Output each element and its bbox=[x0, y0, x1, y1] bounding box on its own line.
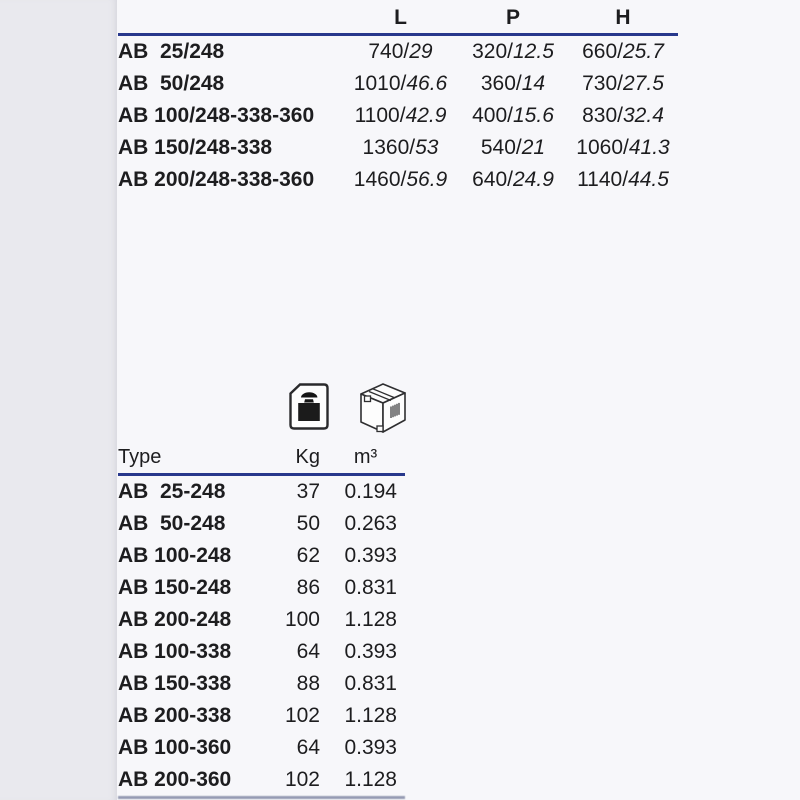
dimension-value-cell: 830/32.4 bbox=[582, 104, 664, 127]
volume-cell: 0.831 bbox=[344, 672, 397, 695]
dimensions-table-grid bbox=[118, 3, 678, 196]
kg-cell: 64 bbox=[296, 736, 320, 759]
model-cell: AB 50/248 bbox=[118, 72, 225, 95]
kg-cell: 37 bbox=[296, 480, 320, 503]
type-cell: AB 150-338 bbox=[118, 672, 232, 695]
packing-table-body bbox=[118, 475, 405, 797]
kg-cell: 86 bbox=[296, 576, 320, 599]
dimension-value-cell: 640/24.9 bbox=[472, 168, 554, 191]
weight-icon bbox=[289, 383, 329, 430]
table-row bbox=[118, 35, 678, 69]
kg-cell: 88 bbox=[296, 672, 320, 695]
table-row bbox=[118, 700, 405, 732]
page-gutter-band bbox=[0, 0, 117, 800]
col-header-L: L bbox=[394, 6, 407, 29]
packing-header-row bbox=[118, 441, 405, 475]
packing-table-grid bbox=[118, 441, 405, 796]
kg-cell: 102 bbox=[284, 704, 320, 727]
dimension-value-cell: 360/14 bbox=[480, 72, 546, 95]
dimension-value-cell: 1060/41.3 bbox=[576, 136, 670, 159]
type-cell: AB 200-360 bbox=[118, 768, 232, 791]
model-cell: AB 200/248-338-360 bbox=[118, 168, 315, 191]
volume-cell: 1.128 bbox=[344, 704, 397, 727]
dimensions-table-body bbox=[118, 35, 678, 197]
table-row bbox=[118, 475, 405, 509]
dimension-value-cell: 740/29 bbox=[368, 40, 433, 63]
table-row bbox=[118, 604, 405, 636]
kg-cell: 62 bbox=[296, 544, 320, 567]
table-row bbox=[118, 572, 405, 604]
table-row bbox=[118, 164, 678, 196]
dimension-value-cell: 660/25.7 bbox=[582, 40, 664, 63]
packing-table bbox=[118, 441, 405, 796]
volume-cell: 0.393 bbox=[344, 544, 397, 567]
dimension-value-cell: 1140/44.5 bbox=[577, 168, 669, 191]
type-cell: AB 200-248 bbox=[118, 608, 232, 631]
volume-cell: 0.194 bbox=[344, 480, 397, 503]
table-row bbox=[118, 68, 678, 100]
dimension-value-cell: 540/21 bbox=[480, 136, 546, 159]
table-row bbox=[118, 100, 678, 132]
volume-cell: 0.263 bbox=[344, 512, 397, 535]
col-header-m3: m³ bbox=[353, 445, 378, 468]
kg-cell: 50 bbox=[296, 512, 320, 535]
type-cell: AB 50-248 bbox=[118, 512, 226, 535]
dimension-value-cell: 400/15.6 bbox=[472, 104, 554, 127]
table-row bbox=[118, 668, 405, 700]
type-cell: AB 100-248 bbox=[118, 544, 232, 567]
table-row bbox=[118, 636, 405, 668]
dimension-value-cell: 1360/53 bbox=[362, 136, 439, 159]
volume-cell: 1.128 bbox=[344, 608, 397, 631]
table-row bbox=[118, 132, 678, 164]
type-cell: AB 200-338 bbox=[118, 704, 232, 727]
col-header-P: P bbox=[505, 6, 520, 29]
dimensions-header-row bbox=[118, 3, 678, 35]
kg-cell: 102 bbox=[284, 768, 320, 791]
volume-cell: 0.393 bbox=[344, 736, 397, 759]
volume-cell: 1.128 bbox=[344, 768, 397, 791]
type-cell: AB 100-360 bbox=[118, 736, 232, 759]
dimension-value-cell: 1460/56.9 bbox=[353, 168, 448, 191]
kg-cell: 64 bbox=[296, 640, 320, 663]
model-cell: AB 150/248-338 bbox=[118, 136, 273, 159]
model-column-header bbox=[118, 3, 343, 35]
type-cell: AB 25-248 bbox=[118, 480, 226, 503]
type-cell: AB 100-338 bbox=[118, 640, 232, 663]
volume-cell: 0.393 bbox=[344, 640, 397, 663]
kg-cell: 100 bbox=[284, 608, 320, 631]
dimension-value-cell: 730/27.5 bbox=[582, 72, 664, 95]
table-row bbox=[118, 508, 405, 540]
volume-cell: 0.831 bbox=[344, 576, 397, 599]
col-header-type: Type bbox=[118, 445, 162, 468]
dimension-value-cell: 1010/46.6 bbox=[353, 72, 448, 95]
col-header-kg: Kg bbox=[295, 445, 320, 468]
dimension-value-cell: 320/12.5 bbox=[472, 40, 554, 63]
model-cell: AB 25/248 bbox=[118, 40, 225, 63]
table-row bbox=[118, 540, 405, 572]
page-bottom-rule bbox=[118, 796, 405, 799]
table-row bbox=[118, 764, 405, 796]
table-row bbox=[118, 732, 405, 764]
dimensions-table bbox=[118, 3, 678, 196]
dimension-value-cell: 1100/42.9 bbox=[354, 104, 447, 127]
type-cell: AB 150-248 bbox=[118, 576, 232, 599]
model-cell: AB 100/248-338-360 bbox=[118, 104, 315, 127]
package-box-icon bbox=[354, 380, 412, 437]
col-header-H: H bbox=[615, 6, 631, 29]
